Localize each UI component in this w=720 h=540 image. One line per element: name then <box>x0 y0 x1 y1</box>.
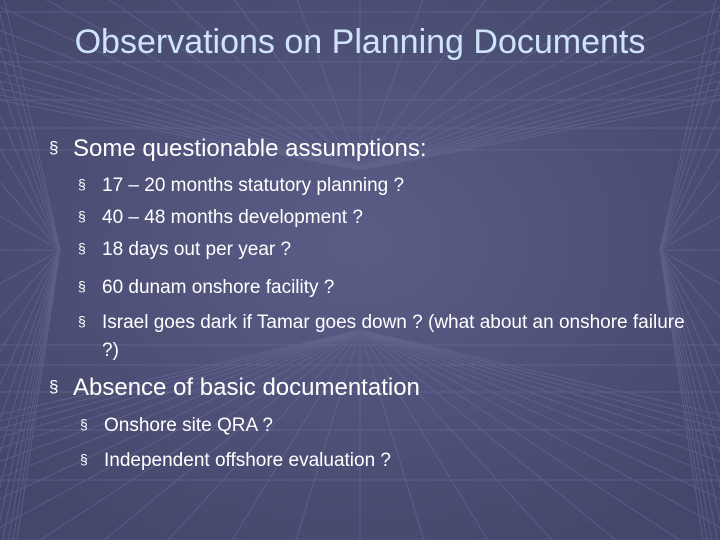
section-heading: Absence of basic documentation <box>73 374 420 401</box>
bullet-marker: § <box>80 416 88 432</box>
bullet-marker: § <box>78 313 86 329</box>
list-item <box>0 309 720 369</box>
list-item <box>0 204 720 234</box>
bullet-marker: § <box>49 138 59 157</box>
bullet-marker: § <box>78 240 86 256</box>
section-heading-assumptions <box>0 134 720 166</box>
section-heading-documentation <box>0 373 720 405</box>
bullet-marker: § <box>78 208 86 224</box>
list-item <box>0 447 720 477</box>
list-item <box>0 172 720 202</box>
list-item-text: Onshore site QRA ? <box>104 415 273 436</box>
list-item <box>0 274 720 304</box>
bullet-marker: § <box>80 451 88 467</box>
list-item-text: 18 days out per year ? <box>102 239 292 260</box>
list-item-text: 40 – 48 months development ? <box>102 207 363 228</box>
list-item-text: Israel goes dark if Tamar goes down ? (what about an onshore failure ?) <box>102 312 685 361</box>
section-heading: Some questionable assumptions: <box>73 135 427 162</box>
bullet-marker: § <box>49 377 59 396</box>
list-item-text: Independent offshore evaluation ? <box>104 450 391 471</box>
list-item <box>0 236 720 266</box>
bullet-marker: § <box>78 278 86 294</box>
slide-title: Observations on Planning Documents <box>74 23 646 61</box>
list-item <box>0 412 720 442</box>
list-item-text: 60 dunam onshore facility ? <box>102 277 335 298</box>
bullet-marker: § <box>78 176 86 192</box>
list-item-text: 17 – 20 months statutory planning ? <box>102 175 405 196</box>
